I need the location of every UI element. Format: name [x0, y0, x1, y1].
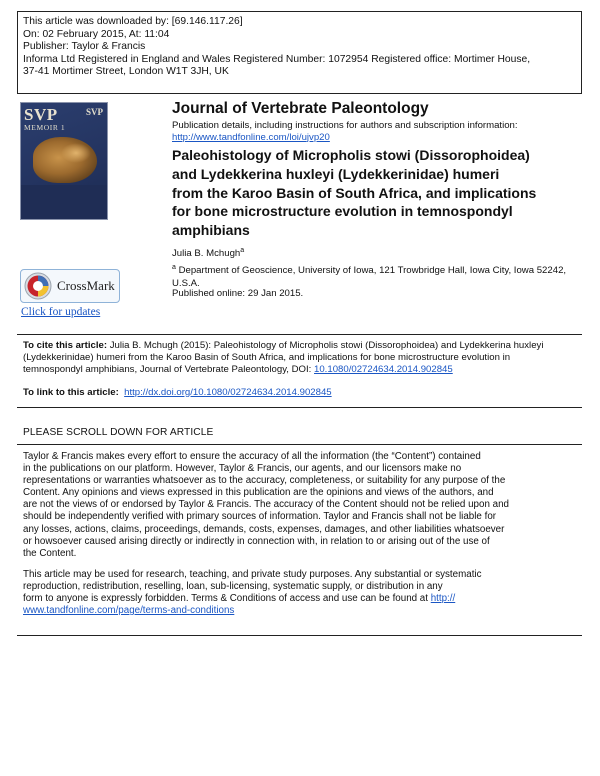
disclaimer-line: representations or warranties whatsoever as to the accuracy, completeness, or suitability for any purpose of the — [23, 475, 506, 487]
author-name: Julia B. Mchugh — [172, 248, 241, 260]
usage-line: This article may be used for research, teaching, and private study purposes. Any substantial or systematic — [23, 568, 482, 580]
usage-line: form to anyone is expressly forbidden. Terms & Conditions of access and use can be found at — [23, 593, 428, 605]
download-info-box — [17, 11, 582, 94]
disclaimer-line: any losses, actions, claims, proceedings, demands, costs, expenses, damages, and other liabilities whatsoever — [23, 523, 505, 535]
disclaimer-line: Content. Any opinions and views expressed in this publication are the opinions and views of the authors, and — [23, 487, 494, 499]
affiliation-line: U.S.A. — [172, 277, 200, 289]
disclaimer-line: the Content. — [23, 547, 77, 559]
author-affiliation-mark: a — [240, 247, 245, 254]
article-url-link[interactable]: http://dx.doi.org/10.1080/02724634.2014.902845 — [124, 386, 332, 398]
article-title-line: amphibians — [172, 222, 250, 239]
crossmark-button[interactable] — [20, 269, 120, 303]
article-title — [172, 146, 572, 240]
cover-bottom-band — [21, 185, 107, 219]
cover-fossil-highlight — [61, 143, 91, 163]
article-title-line: Paleohistology of Micropholis stowi (Dissorophoidea) — [172, 147, 530, 163]
link-label: To link to this article: — [23, 386, 119, 398]
terms-link[interactable]: http:// — [430, 593, 456, 605]
citation — [23, 340, 576, 377]
journal-title: Journal of Vertebrate Paleontology — [172, 100, 429, 117]
cite-label: To cite this article: — [23, 340, 108, 351]
disclaimer-line: or howsoever caused arising directly or indirectly in connection with, in relation to or arising out of the use of — [23, 535, 490, 547]
publication-details-label: Publication details, including instructions for authors and subscription information: — [172, 120, 518, 131]
download-line: 37-41 Mortimer Street, London W1T 3JH, UK — [23, 66, 229, 78]
scroll-down-notice: PLEASE SCROLL DOWN FOR ARTICLE — [23, 427, 214, 438]
cover-series: MEMOIR 1 — [24, 123, 66, 132]
publication-details — [172, 120, 518, 143]
citation-box — [17, 334, 582, 408]
usage-line: reproduction, redistribution, reselling, loan, sub-licensing, systematic supply, or distribution in any — [23, 580, 443, 592]
download-line: On: 02 February 2015, At: 11:04 — [23, 28, 170, 40]
terms-link[interactable]: www.tandfonline.com/page/terms-and-conditions — [23, 605, 235, 617]
download-line: This article was downloaded by: [69.146.117.26] — [23, 16, 243, 27]
disclaimer-box — [17, 444, 582, 636]
author — [172, 247, 244, 259]
cover-number: SVP — [85, 107, 103, 117]
crossmark-icon — [24, 272, 52, 300]
download-line: Informa Ltd Registered in England and Wales Registered Number: 1072954 Registered office: Mortimer House, — [23, 53, 531, 65]
affiliation — [172, 262, 577, 290]
article-title-line: for bone microstructure evolution in temnospondyl — [172, 203, 513, 220]
affiliation-line: Department of Geoscience, University of Iowa, 121 Trowbridge Hall, Iowa City, Iowa 52242, — [178, 265, 567, 277]
cite-text: temnospondyl amphibians, Journal of Vertebrate Paleontology, DOI: — [23, 364, 312, 376]
published-date: Published online: 29 Jan 2015. — [172, 288, 304, 299]
crossmark-label: CrossMark — [57, 278, 115, 293]
download-line: Publisher: Taylor & Francis — [23, 41, 146, 53]
link-to-article — [23, 387, 576, 399]
affiliation-mark: a — [172, 264, 176, 271]
cite-text: (Lydekkerinidae) humeri from the Karoo Basin of South Africa, and implications for bone microstructure evolution in — [23, 352, 511, 364]
doi-link[interactable]: 10.1080/02724634.2014.902845 — [314, 364, 453, 376]
article-title-line: and Lydekkerina huxleyi (Lydekkerinidae) humeri — [172, 165, 500, 182]
cite-text: Julia B. Mchugh (2015): Paleohistology of Micropholis stowi (Dissorophoidea) and Lydekkerina huxleyi — [109, 340, 544, 351]
usage-paragraph — [23, 569, 576, 617]
cover-brand: SVP — [24, 105, 58, 124]
disclaimer-line: in the publications on our platform. However, Taylor & Francis, our agents, and our licensors make no — [23, 463, 462, 475]
disclaimer-line: should be independently verified with primary sources of information. Taylor and Francis shall not be liable for — [23, 511, 497, 523]
disclaimer-paragraph — [23, 451, 576, 560]
disclaimer-line: are not the views of or endorsed by Taylor & Francis. The accuracy of the Content should not be relied upon and — [23, 499, 509, 511]
journal-url-link[interactable]: http://www.tandfonline.com/loi/ujvp20 — [172, 131, 330, 143]
click-for-updates-link[interactable]: Click for updates — [21, 306, 101, 318]
article-title-line: from the Karoo Basin of South Africa, and implications — [172, 184, 537, 201]
disclaimer-line: Taylor & Francis makes every effort to ensure the accuracy of all the information (the “Content”) contained — [23, 451, 481, 462]
journal-cover-image — [20, 102, 108, 220]
